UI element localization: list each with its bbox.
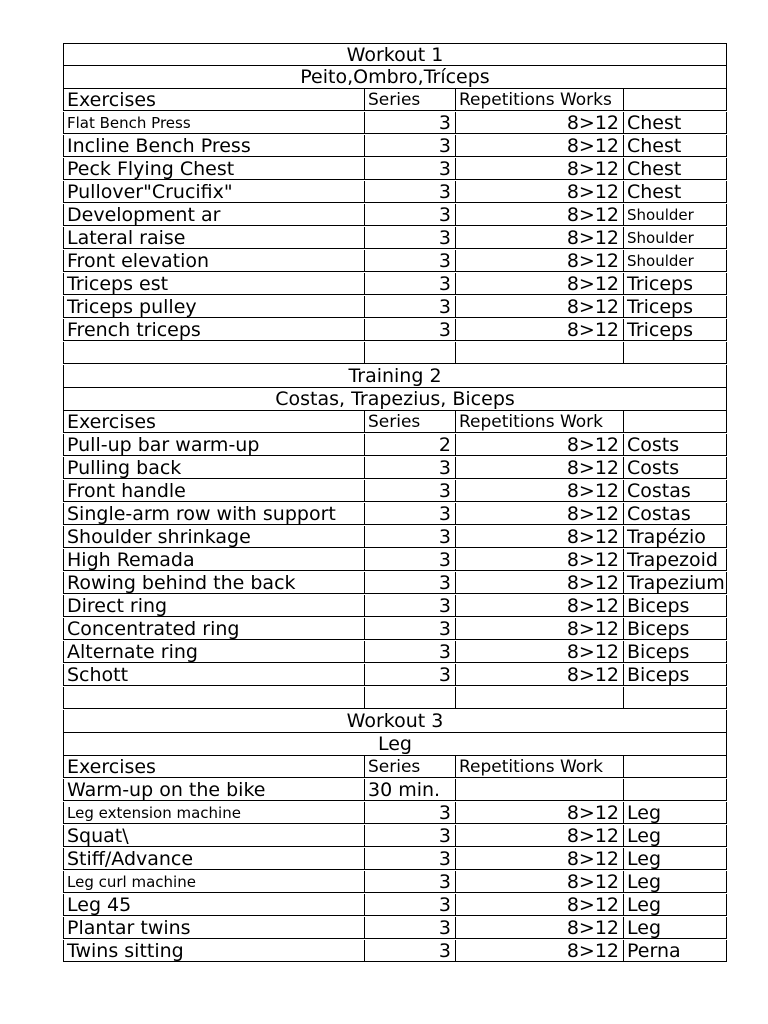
series-cell: 3 xyxy=(364,457,455,479)
works-cell: Costs xyxy=(623,434,727,456)
works-cell: Shoulder xyxy=(623,227,727,249)
works-cell: Perna xyxy=(623,940,727,962)
header-reps: Repetitions Works xyxy=(455,89,623,111)
reps-cell: 8>12 xyxy=(455,181,623,203)
series-cell: 3 xyxy=(364,871,455,893)
exercise-cell: Schott xyxy=(63,664,364,686)
table-row xyxy=(63,457,727,480)
works-cell: Biceps xyxy=(623,595,727,617)
exercise-cell: Leg extension machine xyxy=(63,802,364,824)
section-title: Workout 1 xyxy=(63,43,727,66)
exercise-cell: Twins sitting xyxy=(63,940,364,962)
exercise-cell: Plantar twins xyxy=(63,917,364,939)
header-row xyxy=(63,89,727,112)
header-series: Series xyxy=(364,756,455,778)
works-cell: Chest xyxy=(623,158,727,180)
series-cell: 3 xyxy=(364,526,455,548)
reps-cell xyxy=(455,687,623,709)
works-cell: Triceps xyxy=(623,273,727,295)
reps-cell xyxy=(455,779,623,801)
works-cell: Trapezoid xyxy=(623,549,727,571)
header-works xyxy=(623,89,727,111)
table-row xyxy=(63,641,727,664)
exercise-cell: Squat\ xyxy=(63,825,364,847)
exercise-cell: Peck Flying Chest xyxy=(63,158,364,180)
series-cell: 3 xyxy=(364,595,455,617)
table-row xyxy=(63,181,727,204)
table-row xyxy=(63,273,727,296)
works-cell: Leg xyxy=(623,894,727,916)
header-exercise: Exercises xyxy=(63,89,364,111)
series-cell xyxy=(364,342,455,364)
reps-cell: 8>12 xyxy=(455,319,623,341)
reps-cell: 8>12 xyxy=(455,802,623,824)
works-cell: Leg xyxy=(623,871,727,893)
exercise-cell: High Remada xyxy=(63,549,364,571)
series-cell: 3 xyxy=(364,135,455,157)
exercise-cell: Pulling back xyxy=(63,457,364,479)
works-cell: Chest xyxy=(623,112,727,134)
works-cell: Shoulder xyxy=(623,204,727,226)
works-cell: Shoulder xyxy=(623,250,727,272)
header-reps: Repetitions Work xyxy=(455,756,623,778)
reps-cell: 8>12 xyxy=(455,664,623,686)
reps-cell: 8>12 xyxy=(455,526,623,548)
reps-cell xyxy=(455,342,623,364)
workout-sheet xyxy=(63,43,727,963)
table-row xyxy=(63,112,727,135)
reps-cell: 8>12 xyxy=(455,549,623,571)
works-cell: Costas xyxy=(623,480,727,502)
exercise-cell xyxy=(63,687,364,709)
table-row xyxy=(63,871,727,894)
reps-cell: 8>12 xyxy=(455,457,623,479)
works-cell: Biceps xyxy=(623,618,727,640)
table-row xyxy=(63,227,727,250)
works-cell: Costas xyxy=(623,503,727,525)
exercise-cell: Single-arm row with support xyxy=(63,503,364,525)
series-cell: 3 xyxy=(364,319,455,341)
works-cell: Leg xyxy=(623,848,727,870)
series-cell: 3 xyxy=(364,273,455,295)
exercise-cell: Direct ring xyxy=(63,595,364,617)
table-row xyxy=(63,664,727,687)
exercise-cell: Lateral raise xyxy=(63,227,364,249)
table-row xyxy=(63,618,727,641)
reps-cell: 8>12 xyxy=(455,848,623,870)
works-cell: Trapezium xyxy=(623,572,727,594)
reps-cell: 8>12 xyxy=(455,940,623,962)
table-row xyxy=(63,158,727,181)
series-cell: 30 min. xyxy=(364,779,455,801)
exercise-cell: Concentrated ring xyxy=(63,618,364,640)
reps-cell: 8>12 xyxy=(455,227,623,249)
table-row xyxy=(63,595,727,618)
exercise-cell: French triceps xyxy=(63,319,364,341)
header-works xyxy=(623,756,727,778)
table-row xyxy=(63,802,727,825)
table-row xyxy=(63,342,727,365)
works-cell xyxy=(623,342,727,364)
works-cell xyxy=(623,779,727,801)
reps-cell: 8>12 xyxy=(455,250,623,272)
reps-cell: 8>12 xyxy=(455,641,623,663)
series-cell: 3 xyxy=(364,480,455,502)
table-row xyxy=(63,572,727,595)
exercise-cell xyxy=(63,342,364,364)
series-cell: 3 xyxy=(364,227,455,249)
section-subtitle: Costas, Trapezius, Biceps xyxy=(63,388,727,411)
series-cell: 3 xyxy=(364,641,455,663)
reps-cell: 8>12 xyxy=(455,871,623,893)
reps-cell: 8>12 xyxy=(455,273,623,295)
reps-cell: 8>12 xyxy=(455,158,623,180)
section-title: Training 2 xyxy=(63,365,727,388)
series-cell: 3 xyxy=(364,894,455,916)
series-cell: 3 xyxy=(364,250,455,272)
table-row xyxy=(63,434,727,457)
table-row xyxy=(63,296,727,319)
works-cell: Chest xyxy=(623,181,727,203)
reps-cell: 8>12 xyxy=(455,296,623,318)
works-cell: Chest xyxy=(623,135,727,157)
header-row xyxy=(63,756,727,779)
exercise-cell: Stiff/Advance xyxy=(63,848,364,870)
reps-cell: 8>12 xyxy=(455,917,623,939)
table-row xyxy=(63,135,727,158)
exercise-cell: Leg curl machine xyxy=(63,871,364,893)
header-exercise: Exercises xyxy=(63,411,364,433)
exercise-cell: Flat Bench Press xyxy=(63,112,364,134)
series-cell: 3 xyxy=(364,802,455,824)
exercise-cell: Warm-up on the bike xyxy=(63,779,364,801)
table-row xyxy=(63,825,727,848)
series-cell: 3 xyxy=(364,825,455,847)
series-cell: 3 xyxy=(364,181,455,203)
header-reps: Repetitions Work xyxy=(455,411,623,433)
exercise-cell: Shoulder shrinkage xyxy=(63,526,364,548)
series-cell: 3 xyxy=(364,848,455,870)
reps-cell: 8>12 xyxy=(455,894,623,916)
header-works xyxy=(623,411,727,433)
works-cell xyxy=(623,687,727,709)
section-subtitle: Leg xyxy=(63,733,727,756)
reps-cell: 8>12 xyxy=(455,135,623,157)
works-cell: Trapézio xyxy=(623,526,727,548)
table-row xyxy=(63,848,727,871)
exercise-cell: Front elevation xyxy=(63,250,364,272)
table-row xyxy=(63,480,727,503)
series-cell: 3 xyxy=(364,664,455,686)
header-row xyxy=(63,411,727,434)
reps-cell: 8>12 xyxy=(455,572,623,594)
exercise-cell: Development ar xyxy=(63,204,364,226)
reps-cell: 8>12 xyxy=(455,595,623,617)
header-exercise: Exercises xyxy=(63,756,364,778)
exercise-cell: Alternate ring xyxy=(63,641,364,663)
header-series: Series xyxy=(364,89,455,111)
exercise-cell: Triceps est xyxy=(63,273,364,295)
table-row xyxy=(63,917,727,940)
section-title: Workout 3 xyxy=(63,710,727,733)
table-row xyxy=(63,526,727,549)
exercise-cell: Pullover"Crucifix" xyxy=(63,181,364,203)
table-row xyxy=(63,549,727,572)
series-cell: 3 xyxy=(364,940,455,962)
reps-cell: 8>12 xyxy=(455,112,623,134)
exercise-cell: Triceps pulley xyxy=(63,296,364,318)
series-cell xyxy=(364,687,455,709)
exercise-cell: Rowing behind the back xyxy=(63,572,364,594)
reps-cell: 8>12 xyxy=(455,825,623,847)
series-cell: 3 xyxy=(364,158,455,180)
exercise-cell: Incline Bench Press xyxy=(63,135,364,157)
series-cell: 3 xyxy=(364,917,455,939)
table-row xyxy=(63,779,727,802)
series-cell: 2 xyxy=(364,434,455,456)
table-row xyxy=(63,250,727,273)
series-cell: 3 xyxy=(364,296,455,318)
series-cell: 3 xyxy=(364,572,455,594)
works-cell: Biceps xyxy=(623,664,727,686)
works-cell: Triceps xyxy=(623,319,727,341)
works-cell: Costs xyxy=(623,457,727,479)
series-cell: 3 xyxy=(364,112,455,134)
reps-cell: 8>12 xyxy=(455,204,623,226)
series-cell: 3 xyxy=(364,204,455,226)
works-cell: Biceps xyxy=(623,641,727,663)
reps-cell: 8>12 xyxy=(455,434,623,456)
section-subtitle: Peito,Ombro,Tríceps xyxy=(63,66,727,89)
reps-cell: 8>12 xyxy=(455,618,623,640)
reps-cell: 8>12 xyxy=(455,503,623,525)
reps-cell: 8>12 xyxy=(455,480,623,502)
table-row xyxy=(63,204,727,227)
exercise-cell: Pull-up bar warm-up xyxy=(63,434,364,456)
header-series: Series xyxy=(364,411,455,433)
series-cell: 3 xyxy=(364,549,455,571)
series-cell: 3 xyxy=(364,618,455,640)
exercise-cell: Leg 45 xyxy=(63,894,364,916)
table-row xyxy=(63,319,727,342)
table-row xyxy=(63,503,727,526)
works-cell: Leg xyxy=(623,802,727,824)
works-cell: Triceps xyxy=(623,296,727,318)
table-row xyxy=(63,894,727,917)
exercise-cell: Front handle xyxy=(63,480,364,502)
table-row xyxy=(63,940,727,963)
works-cell: Leg xyxy=(623,825,727,847)
series-cell: 3 xyxy=(364,503,455,525)
table-row xyxy=(63,687,727,710)
works-cell: Leg xyxy=(623,917,727,939)
